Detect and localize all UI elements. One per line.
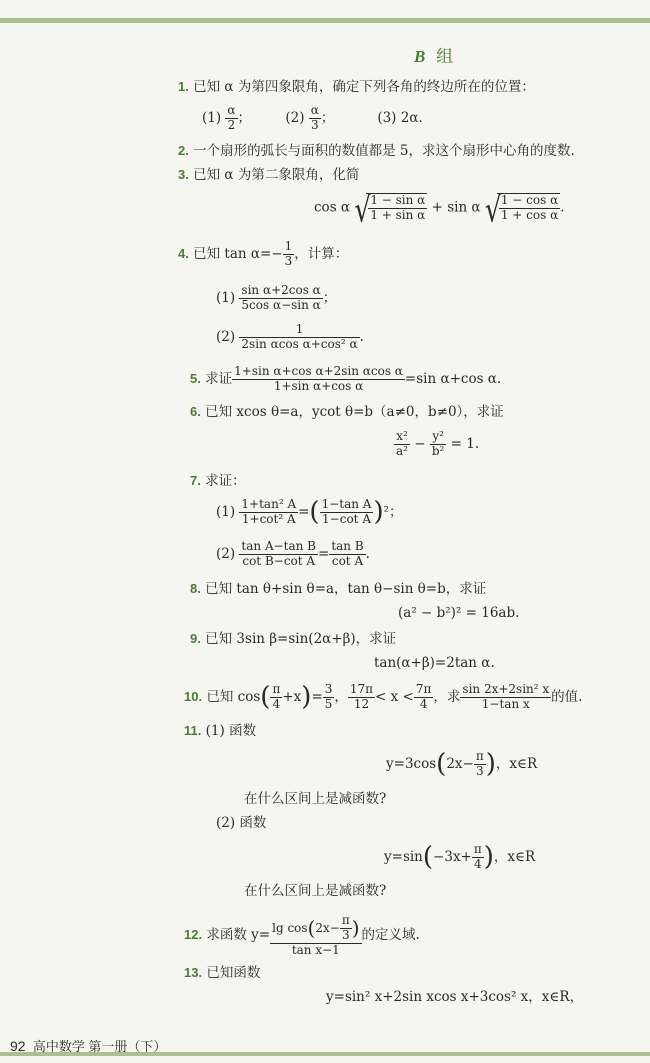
problem-12: 12. 求函数 y= lg cos(2x− $\frac{\pi}{3}$ ) tan x−1 的定义域. xyxy=(184,913,420,957)
fraction: $\frac{\alpha}{3}$ xyxy=(310,103,319,132)
sqrt: √ $\frac{\text{1 − cos α}}{\text{1 + cos α}}$ xyxy=(497,193,560,223)
problem-13: 13. 已知函数 xyxy=(184,965,261,981)
problem-2: 2. 一个扇形的弧长与面积的数值都是 5，求这个扇形中心角的度数. xyxy=(178,143,575,159)
problem-1-subitems: (1) $\frac{\alpha}{2}$ ； (2) $\frac{\alpha}{3}$ ； (3) 2α. xyxy=(202,103,423,132)
problem-11-sub2: (2) 函数 xyxy=(216,815,267,831)
problem-3: 3. 已知 α 为第二象限角，化简 xyxy=(178,167,360,183)
problem-6: 6. 已知 xcos θ=a，ycot θ=b（a≠0，b≠0），求证 xyxy=(190,404,504,420)
fraction: $\frac{\alpha}{2}$ xyxy=(227,103,236,132)
problem-1 xyxy=(178,80,535,95)
problem-4-sub2: (2) $\frac{1}{\text{2sin αcos α+cos² α}}$ . xyxy=(216,322,364,351)
problem-9: 9. 已知 3sin β=sin(2α+β)，求证 xyxy=(190,631,397,647)
problem-number: 1. xyxy=(178,79,189,94)
problem-text: 已知 α 为第四象限角，确定下列各角的终边所在的位置： xyxy=(193,79,535,95)
problem-11-question-2: 在什么区间上是减函数? xyxy=(244,883,387,899)
problem-11-question-1: 在什么区间上是减函数? xyxy=(244,791,387,807)
problem-5: 5. 求证 $\frac{\text{1+sin α+cos α+2sin αcos α}}{\text{1+sin α+cos α}}$ =sin α+cos α. xyxy=(190,364,502,393)
problem-10: 10. 已知 cos( $\frac{\pi}{4}$ +x)= $\frac{3}{5}$ ， $\frac{17\pi}{12}$ < x < $\frac{7\pi}{4}$ ，求 $\frac{\text{sin 2x+2sin² x}}{\text{1−tan x}}$ 的值. xyxy=(184,682,583,712)
page-footer xyxy=(10,1039,166,1054)
sqrt: √ $\frac{\text{1 − sin α}}{\text{1 + sin α}}$ xyxy=(366,193,427,223)
problem-7-sub2: (2) $\frac{\text{tan A−tan B}}{\text{cot B−cot A}}$ = $\frac{\text{tan B}}{\text{cot A}}$ . xyxy=(216,539,370,568)
top-rule xyxy=(0,18,650,23)
book-title: 高中数学 第一册（下） xyxy=(32,1039,167,1054)
problem-7: 7. 求证： xyxy=(190,473,246,489)
problem-4-sub1: (1) $\frac{\text{sin α+2cos α}}{\text{5cos α−sin α}}$ ； xyxy=(216,283,337,312)
problem-8-formula: (a² − b²)² = 16ab. xyxy=(398,605,520,621)
problem-4: 4. 已知 tan α=− $\frac{1}{3}$ ，计算： xyxy=(178,239,349,268)
section-title: B 组 xyxy=(414,47,454,67)
problem-3-formula: cos α √ $\frac{\text{1 − sin α}}{\text{1 + sin α}}$ + sin α √ $\frac{\text{1 − cos α}}{\text{1 + cos α}}$ . xyxy=(314,193,564,223)
problem-7-sub1: (1) $\frac{\text{1+tan² A}}{\text{1+cot² A}}$ =( $\frac{\text{1−tan A}}{\text{1−cot A}}$ )²； xyxy=(216,497,403,527)
problem-11-formula-1: y=3cos(2x− $\frac{\pi}{3}$ )，x∈R xyxy=(386,749,538,779)
page-number: 92 xyxy=(10,1038,26,1054)
problem-6-formula: $\frac{\text{x²}}{\text{a²}}$ − $\frac{\text{y²}}{\text{b²}}$ = 1. xyxy=(396,429,480,458)
problem-11: 11. (1) 函数 xyxy=(184,723,257,739)
problem-8: 8. 已知 tan θ+sin θ=a，tan θ−sin θ=b，求证 xyxy=(190,581,487,597)
problem-9-formula: tan(α+β)=2tan α. xyxy=(374,655,495,671)
problem-13-formula: y=sin² x+2sin xcos x+3cos² x，x∈R， xyxy=(326,989,584,1005)
problem-11-formula-2: y=sin(−3x+ $\frac{\pi}{4}$ )，x∈R xyxy=(384,842,536,872)
